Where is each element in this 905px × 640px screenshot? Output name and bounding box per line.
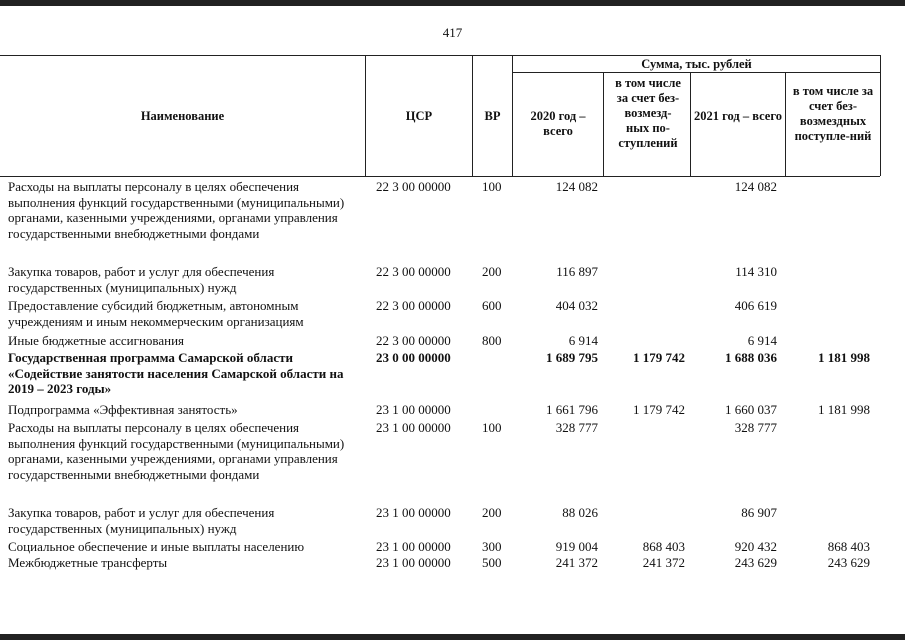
row-5-2020-total: 1 689 795 xyxy=(546,350,598,365)
header-csr: ЦСР xyxy=(405,109,433,123)
row-7-csr: 23 1 00 00000 xyxy=(376,420,451,435)
row-5-name: Государственная программа Самарской области «Содействие занятости населения Самарской области на 2019 – 2023 годы» xyxy=(8,350,344,396)
row-7-2020-total: 328 777 xyxy=(555,420,598,435)
row-6-2020-free: 1 179 742 xyxy=(633,402,685,417)
row-2-name: Закупка товаров, работ и услуг для обеспечения государственных (муниципальных) нужд xyxy=(8,264,275,295)
row-3-2021-total: 406 619 xyxy=(734,298,777,313)
row-10-2020-free: 241 372 xyxy=(642,555,685,570)
header-vr: ВР xyxy=(484,109,501,123)
row-2-vr: 200 xyxy=(482,264,502,279)
header-2021-total: 2021 год – всего xyxy=(694,109,782,123)
row-4-csr: 22 3 00 00000 xyxy=(376,333,451,348)
row-1-vr: 100 xyxy=(482,179,502,194)
row-5-2021-free: 1 181 998 xyxy=(818,350,870,365)
header-divider-3 xyxy=(512,55,513,176)
row-9-2021-total: 920 432 xyxy=(734,539,777,554)
row-3-2020-total: 404 032 xyxy=(555,298,598,313)
row-5-csr: 23 0 00 00000 xyxy=(376,350,451,365)
row-4-2020-total: 6 914 xyxy=(568,333,598,348)
header-divider-4 xyxy=(603,72,604,176)
row-8-2020-total: 88 026 xyxy=(562,505,598,520)
row-9-2021-free: 868 403 xyxy=(827,539,870,554)
row-10-name: Межбюджетные трансферты xyxy=(8,555,168,570)
header-top-line xyxy=(0,55,880,56)
row-1-2020-total: 124 082 xyxy=(555,179,598,194)
row-4-name: Иные бюджетные ассигнования xyxy=(8,333,185,348)
row-10-2020-total: 241 372 xyxy=(555,555,598,570)
sum-group-line xyxy=(512,72,880,73)
row-1-2021-total: 124 082 xyxy=(734,179,777,194)
header-2020-total: 2020 год – всего xyxy=(530,109,586,138)
row-6-name: Подпрограмма «Эффективная занятость» xyxy=(8,402,238,417)
row-7-vr: 100 xyxy=(482,420,502,435)
header-2020-free: в том числе за счет без-возмезд-ных по-ступлений xyxy=(615,76,681,150)
row-4-2021-total: 6 914 xyxy=(747,333,777,348)
row-3-vr: 600 xyxy=(482,298,502,313)
row-8-name: Закупка товаров, работ и услуг для обеспечения государственных (муниципальных) нужд xyxy=(8,505,275,536)
header-divider-7 xyxy=(880,55,881,176)
row-8-2021-total: 86 907 xyxy=(741,505,777,520)
header-divider-5 xyxy=(690,72,691,176)
row-9-csr: 23 1 00 00000 xyxy=(376,539,451,554)
row-10-csr: 23 1 00 00000 xyxy=(376,555,451,570)
row-2-2021-total: 114 310 xyxy=(735,264,777,279)
row-1-name: Расходы на выплаты персоналу в целях обеспечения выполнения функций государственными (муниципальными) органами, казенными учреждениями, органами управления государственными внебюджетными фондами xyxy=(8,179,345,241)
row-6-2020-total: 1 661 796 xyxy=(546,402,598,417)
header-divider-6 xyxy=(785,72,786,176)
header-name: Наименование xyxy=(140,109,225,123)
top-rule xyxy=(0,0,905,6)
page-number: 417 xyxy=(442,25,463,40)
row-6-csr: 23 1 00 00000 xyxy=(376,402,451,417)
row-9-2020-total: 919 004 xyxy=(555,539,598,554)
header-sum-group: Сумма, тыс. рублей xyxy=(641,57,752,71)
row-3-csr: 22 3 00 00000 xyxy=(376,298,451,313)
row-7-name: Расходы на выплаты персоналу в целях обеспечения выполнения функций государственными (муниципальными) органами, казенными учреждениями, органами управления государственными внебюджетными фондами xyxy=(8,420,345,482)
row-8-vr: 200 xyxy=(482,505,502,520)
row-2-2020-total: 116 897 xyxy=(556,264,598,279)
row-9-name: Социальное обеспечение и иные выплаты населению xyxy=(8,539,305,554)
row-9-vr: 300 xyxy=(482,539,502,554)
row-7-2021-total: 328 777 xyxy=(734,420,777,435)
row-9-2020-free: 868 403 xyxy=(642,539,685,554)
bottom-rule xyxy=(0,634,905,640)
row-2-csr: 22 3 00 00000 xyxy=(376,264,451,279)
row-5-2021-total: 1 688 036 xyxy=(725,350,777,365)
header-2021-free: в том числе за счет без-возмездных поступле-ний xyxy=(792,84,874,143)
row-1-csr: 22 3 00 00000 xyxy=(376,179,451,194)
row-3-name: Предоставление субсидий бюджетным, автономным учреждениям и иным некоммерческим организациям xyxy=(8,298,304,329)
row-6-2021-total: 1 660 037 xyxy=(725,402,777,417)
row-6-2021-free: 1 181 998 xyxy=(818,402,870,417)
header-bottom-line xyxy=(0,176,880,177)
row-10-2021-free: 243 629 xyxy=(827,555,870,570)
row-10-2021-total: 243 629 xyxy=(734,555,777,570)
row-10-vr: 500 xyxy=(482,555,502,570)
row-5-2020-free: 1 179 742 xyxy=(633,350,685,365)
row-8-csr: 23 1 00 00000 xyxy=(376,505,451,520)
row-4-vr: 800 xyxy=(482,333,502,348)
